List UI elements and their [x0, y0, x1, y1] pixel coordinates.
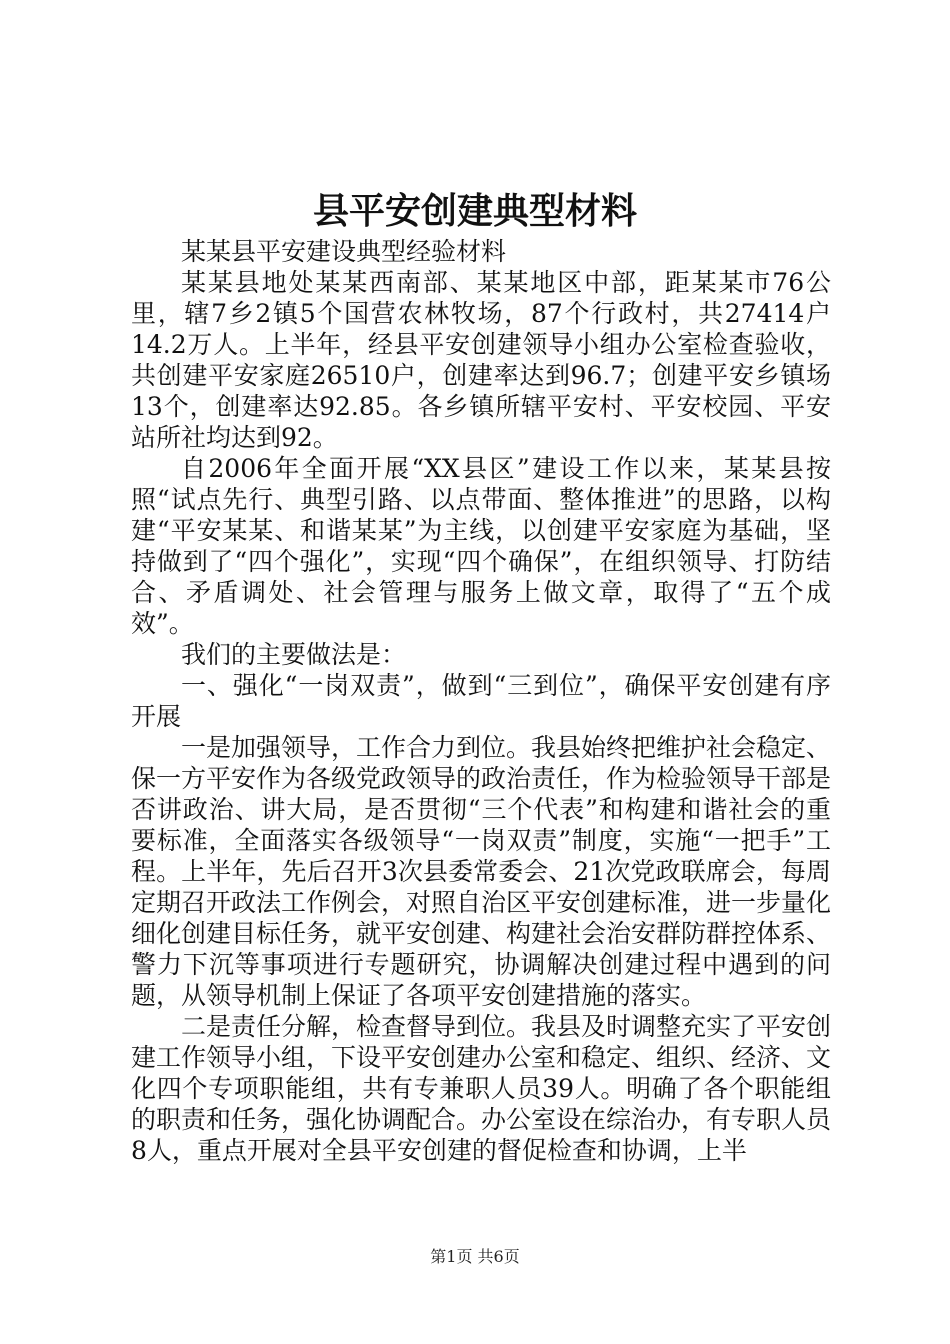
paragraph: 一、强化“一岗双责”，做到“三到位”，确保平安创建有序开展: [131, 671, 831, 731]
paragraph: 某某县地处某某西南部、某某地区中部，距某某市76公里，辖7乡2镇5个国营农林牧场，87个行政村，共27414户14.2万人。上半年，经县平安创建领导小组办公室检查验收，共创建平安家庭26510户，创建率达到96.7；创建平安乡镇场13个，创建率达92.85。各乡镇所辖平安村、平安校园、平安站所社均达到92。: [131, 268, 831, 452]
paragraph: 某某县平安建设典型经验材料: [181, 237, 507, 266]
document-title: 县平安创建典型材料: [312, 190, 637, 232]
paragraph: 二是责任分解，检查督导到位。我县及时调整充实了平安创建工作领导小组，下设平安创建办公室和稳定、组织、经济、文化四个专项职能组，共有专兼职人员39人。明确了各个职能组的职责和任务，强化协调配合。办公室设在综治办，有专职人员8人，重点开展对全县平安创建的督促检查和协调，上半: [131, 1012, 832, 1165]
paragraph: 自2006年全面开展“XX县区”建设工作以来，某某县按照“试点先行、典型引路、以点带面、整体推进”的思路，以构建“平安某某、和谐某某”为主线，以创建平安家庭为基础，坚持做到了“四个强化”，实现“四个确保”，在组织领导、打防结合、矛盾调处、社会管理与服务上做文章，取得了“五个成效”。: [131, 454, 831, 638]
document-body: [131, 236, 831, 1166]
paragraph: 一是加强领导，工作合力到位。我县始终把维护社会稳定、保一方平安作为各级党政领导的政治责任，作为检验领导干部是否讲政治、讲大局，是否贯彻“三个代表”和构建和谐社会的重要标准，全面落实各级领导“一岗双责”制度，实施“一把手”工程。上半年，先后召开3次县委常委会、21次党政联席会，每周定期召开政法工作例会，对照自治区平安创建标准，进一步量化细化创建目标任务，就平安创建、构建社会治安群防群控体系、警力下沉等事项进行专题研究，协调解决创建过程中遇到的问题，从领导机制上保证了各项平安创建措施的落实。: [131, 733, 832, 1010]
paragraph: 我们的主要做法是：: [181, 640, 407, 669]
page-footer: 第1页 共6页: [430, 1247, 520, 1266]
